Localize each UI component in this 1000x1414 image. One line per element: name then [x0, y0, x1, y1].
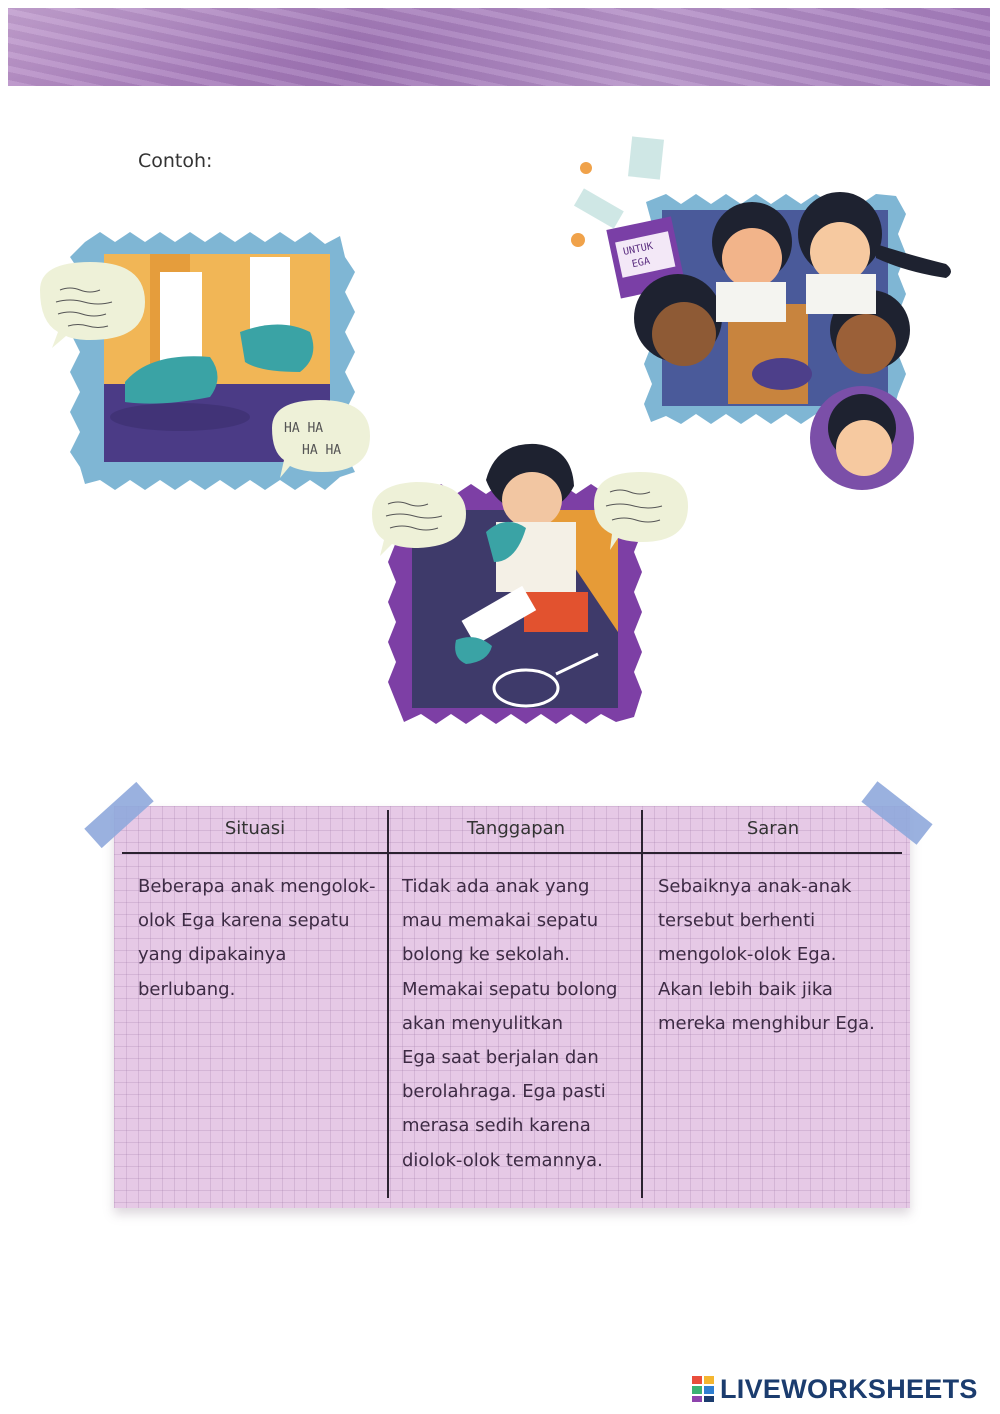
tanggapan-line: Memakai sepatu bolong [402, 978, 618, 1000]
example-label: Contoh: [138, 150, 213, 172]
saran-line: tersebut berhenti [658, 910, 816, 932]
header-banner [8, 8, 990, 86]
tanggapan-line: akan menyulitkan [402, 1012, 563, 1034]
brand-text: LIVEWORKSHEETS [720, 1373, 978, 1404]
header-divider [122, 852, 902, 854]
tanggapan-line: Ega saat berjalan dan [402, 1047, 599, 1069]
laugh-text-2: HA HA [302, 443, 342, 458]
situasi-line: berlubang. [138, 978, 236, 1000]
gift-label-1: UNTUK [622, 240, 654, 258]
liveworksheets-logo-icon [692, 1374, 716, 1404]
tanggapan-line: Tidak ada anak yang [402, 876, 590, 897]
tanggapan-line: merasa sedih karena [402, 1115, 591, 1137]
saran-line: mereka menghibur Ega. [658, 1012, 875, 1034]
situasi-line: olok Ega karena sepatu [138, 910, 350, 932]
liveworksheets-brand [692, 1372, 978, 1406]
column-divider-2 [641, 810, 643, 1198]
header-situasi: Situasi [224, 818, 286, 839]
saran-line: Akan lebih baik jika [658, 978, 833, 1000]
illustration-teasing-shoes [40, 232, 390, 500]
header-saran: Saran [746, 818, 800, 839]
saran-line: Sebaiknya anak-anak [658, 876, 852, 897]
header-tanggapan: Tanggapan [466, 818, 566, 839]
tanggapan-line: berolahraga. Ega pasti [402, 1081, 606, 1103]
tanggapan-line: mau memakai sepatu [402, 910, 599, 932]
situasi-line: yang dipakainya [138, 944, 287, 966]
tanggapan-line: bolong ke sekolah. [402, 944, 570, 966]
cell-situasi [138, 870, 376, 1007]
column-divider-1 [387, 810, 389, 1198]
laugh-text-1: HA HA [284, 421, 324, 436]
gift-label-2: EGA [631, 255, 651, 271]
tanggapan-line: diolok-olok temannya. [402, 1149, 603, 1171]
saran-line: mengolok-olok Ega. [658, 944, 837, 966]
illustration-sad-boy [366, 432, 696, 732]
cell-tanggapan [402, 870, 617, 1178]
situasi-line: Beberapa anak mengolok- [138, 876, 376, 897]
cell-saran [658, 870, 875, 1041]
